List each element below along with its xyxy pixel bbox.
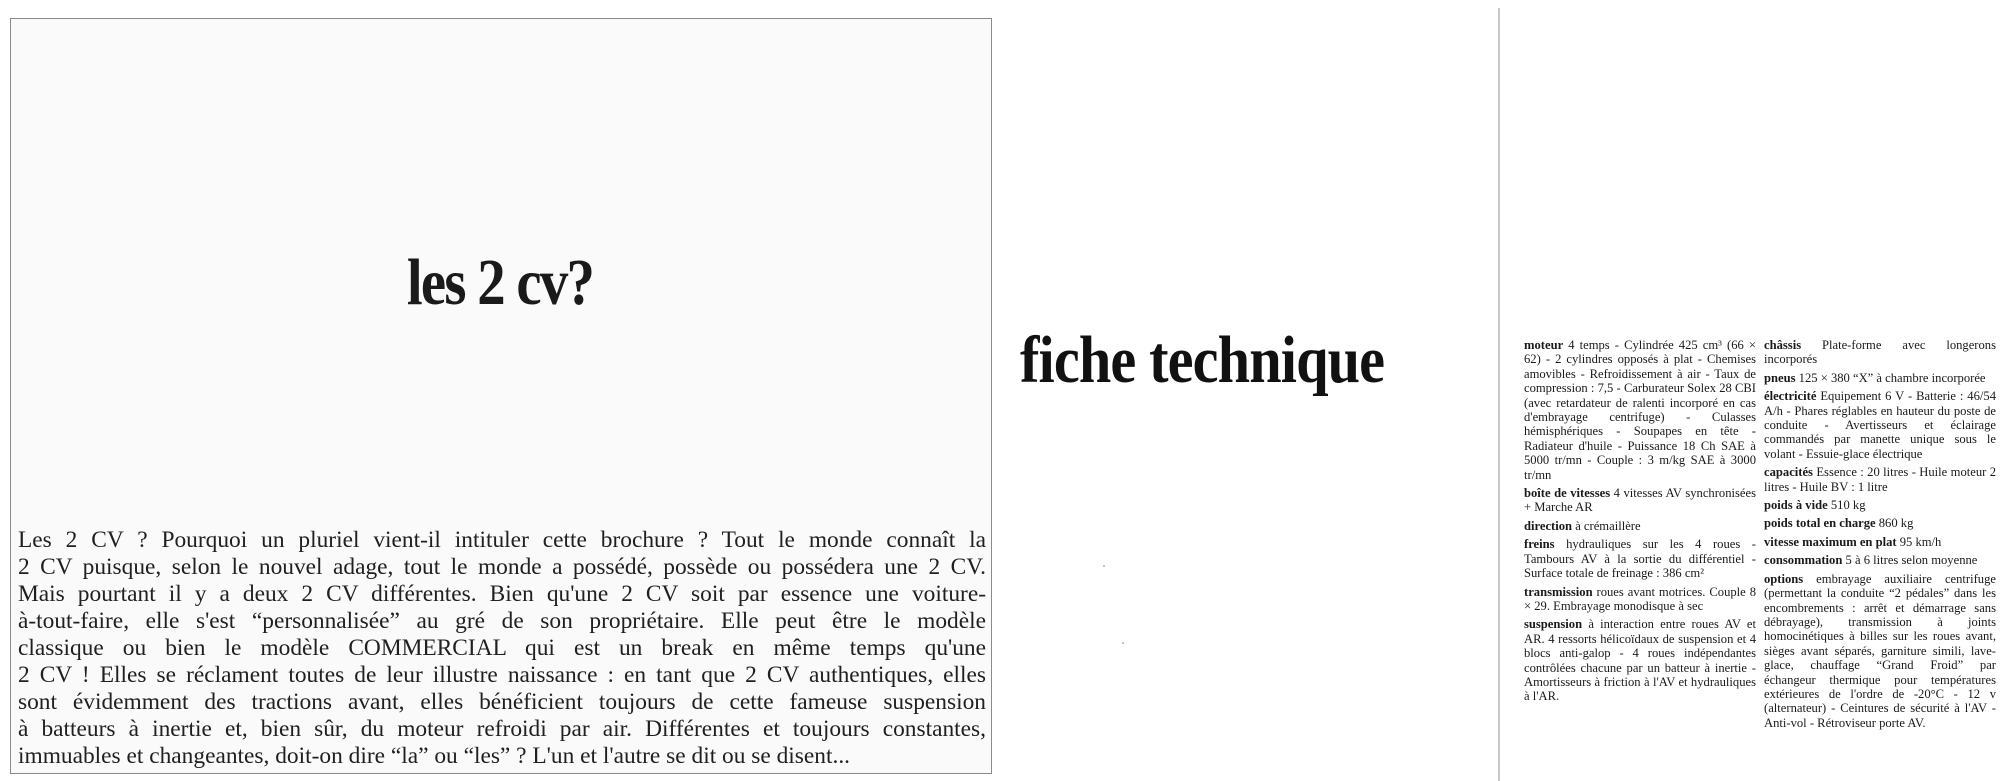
spec-text: à crémaillère bbox=[1572, 518, 1641, 533]
spec-entry bbox=[1764, 516, 1996, 530]
spec-label: capacités bbox=[1764, 465, 1813, 480]
spec-text: Essence : 20 litres - Huile moteur 2 litres - Huile BV : 1 litre bbox=[1764, 465, 1996, 494]
right-page bbox=[1500, 0, 2000, 781]
spec-column-right bbox=[1764, 338, 1996, 734]
spec-label: électricité bbox=[1764, 389, 1817, 404]
spec-entry bbox=[1524, 537, 1756, 580]
spec-label: châssis bbox=[1764, 338, 1802, 352]
spec-text: roues avant motrices. Couple 8 × 29. Embrayage monodisque à sec bbox=[1524, 584, 1756, 613]
spec-label: direction bbox=[1524, 518, 1573, 533]
spec-label: poids à vide bbox=[1764, 498, 1828, 513]
middle-page bbox=[1000, 0, 1498, 781]
spec-label: transmission bbox=[1524, 584, 1593, 599]
spec-text: 5 à 6 litres selon moyenne bbox=[1842, 553, 1978, 568]
spec-label: boîte de vitesses bbox=[1524, 486, 1611, 501]
spec-text: 4 temps - Cylindrée 425 cm³ (66 × 62) - 2 cylindres opposés à plat - Chemises amovibles - Refroidissement à air - Taux de compression : 7,5 - Carburateur Solex 28 CBI (avec retardateur de ralenti incorporé en cas d'embrayage centrifuge) - Culasses hémisphériques - Soupapes en tête - Radiateur d'huile - Puissance 18 Ch SAE à 5000 tr/mn - Couple : 3 m/kg SAE à 3000 tr/mn bbox=[1524, 338, 1756, 482]
spec-entry bbox=[1524, 519, 1756, 533]
intro-line: immuables et changeantes, doit-on dire “la” ou “les” ? L'un et l'autre se dit ou se disent... bbox=[18, 743, 851, 769]
intro-line: 2 CV ! Elles se réclament toutes de leur illustre naissance : en tant que 2 CV authentiques, elles bbox=[18, 662, 986, 688]
intro-paragraph bbox=[18, 527, 986, 770]
spec-entry bbox=[1524, 338, 1756, 482]
intro-line: Mais pourtant il y a deux 2 CV différentes. Bien qu'une 2 CV soit par essence une voiture- bbox=[18, 581, 986, 607]
spec-text: 860 kg bbox=[1875, 516, 1914, 531]
spec-label: consommation bbox=[1764, 553, 1843, 568]
spec-text: 510 kg bbox=[1827, 498, 1866, 513]
spec-text: 4 vitesses AV synchronisées + Marche AR bbox=[1524, 486, 1756, 515]
spec-entry bbox=[1524, 617, 1756, 703]
intro-line: classique ou bien le modèle COMMERCIAL qui est un break en même temps qu'une bbox=[18, 635, 986, 661]
spec-label: vitesse maximum en plat bbox=[1764, 534, 1897, 549]
spec-entry bbox=[1764, 389, 1996, 461]
spec-column-left bbox=[1524, 338, 1756, 708]
spec-label: moteur bbox=[1524, 338, 1564, 352]
spec-entry bbox=[1764, 572, 1996, 730]
intro-line: Les 2 CV ? Pourquoi un pluriel vient-il intituler cette brochure ? Tout le monde connaît la bbox=[18, 527, 986, 553]
spec-label: options bbox=[1764, 571, 1804, 586]
spec-entry bbox=[1764, 338, 1996, 367]
spec-entry bbox=[1524, 585, 1756, 614]
spec-entry bbox=[1524, 486, 1756, 515]
paper-speck bbox=[1122, 642, 1124, 644]
page-title: les 2 cv? bbox=[406, 246, 594, 319]
spec-entry bbox=[1764, 465, 1996, 494]
spec-text: à interaction entre roues AV et AR. 4 ressorts hélicoïdaux de suspension et 4 blocs anti-galop - 4 roues indépendantes contrôlées chacune par un batteur à inertie - Amortisseurs à friction à l'AV et hydrauliques à l'AR. bbox=[1524, 617, 1756, 704]
spec-label: suspension bbox=[1524, 617, 1583, 632]
spec-text: 95 km/h bbox=[1896, 534, 1942, 549]
spec-label: poids total en charge bbox=[1764, 516, 1876, 531]
spec-entry bbox=[1764, 371, 1996, 385]
spec-entry bbox=[1764, 498, 1996, 512]
paper-speck bbox=[1103, 565, 1105, 567]
spec-entry bbox=[1764, 553, 1996, 567]
spec-text: embrayage auxiliaire centrifuge (permettant la conduite “2 pédales” dans les encombrements : arrêt et démarrage sans débrayage), transmission à joints homocinétiques à billes sur les roues avant, sièges avant séparés, garniture simili, lave-glace, chauffage “Grand Froid” par échangeur thermique pour températures extérieures de l'ordre de -20°C - 12 v (alternateur) - Ceintures de sécurité à l'AV - Anti-vol - Rétroviseur porte AV. bbox=[1764, 571, 1996, 730]
spec-label: freins bbox=[1524, 537, 1555, 552]
section-title: fiche technique bbox=[1020, 323, 1385, 397]
intro-line: sont évidemment des tractions avant, elles bénéficient toujours de cette fameuse suspension bbox=[18, 689, 986, 715]
intro-line: 2 CV puisque, selon le nouvel adage, tout le monde a possédé, possède ou possédera une 2 CV. bbox=[18, 554, 986, 580]
spec-entry bbox=[1764, 535, 1996, 549]
intro-line: à-tout-faire, elle s'est “personnalisée” au gré de son propriétaire. Elle peut être le modèle bbox=[18, 608, 986, 634]
intro-line: à batteurs à inertie et, bien sûr, du moteur refroidi par air. Différentes et toujours constantes, bbox=[18, 716, 986, 742]
spec-text: Equipement 6 V - Batterie : 46/54 A/h - Phares réglables en hauteur du poste de conduite - Avertisseurs et éclairage commandés par manette unique sous le volant - Essuie-glace électrique bbox=[1764, 389, 1996, 461]
spec-text: Plate-forme avec longerons incorporés bbox=[1764, 338, 1996, 367]
spec-text: 125 × 380 “X” à chambre incorporée bbox=[1795, 370, 1986, 385]
spec-label: pneus bbox=[1764, 370, 1796, 385]
spec-text: hydrauliques sur les 4 roues - Tambours AV à la sortie du différentiel - Surface totale de freinage : 386 cm² bbox=[1524, 537, 1756, 581]
